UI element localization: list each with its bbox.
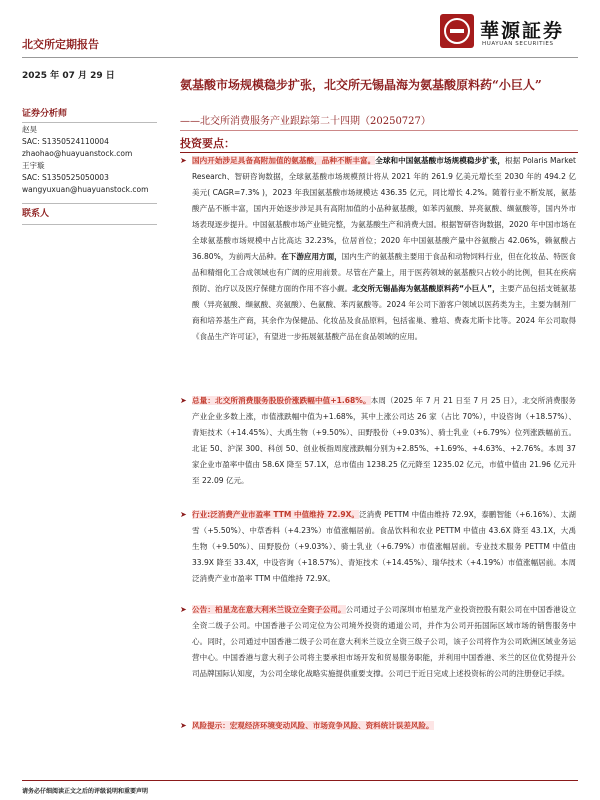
header-divider	[22, 57, 578, 58]
section-lead: 行业:泛消费产业市盈率 TTM 中值维持 72.9X。	[192, 510, 359, 519]
sidebar-divider	[22, 203, 157, 204]
page-title: 氨基酸市场规模稳步扩张，北交所无锡晶海为氨基酸原料药“小巨人”	[180, 78, 542, 92]
analyst-1	[22, 124, 157, 196]
analyst-section	[22, 108, 157, 120]
footer-disclaimer: 请务必仔细阅读正文之后的评级说明和重要声明	[22, 788, 149, 795]
section-lead: 国内开始涉足具备高附加值的氨基酸，品种不断丰富。	[192, 156, 376, 165]
analyst-email[interactable]: wangyuxuan@huayuanstock.com	[22, 185, 149, 194]
section-body: 本周（2025 年 7 月 21 日至 7 月 25 日），北交所消费服务产业企业多数上涨，市值涨跌幅中值为+1.68%，其中上涨公司达 26 家（占比 70%），中设咨询（+18.57%）、青矩技术（+14.45%）、大禹生物（+9.50%）、田野股份（+9.03%）、骑士乳业（+6.79%）位列涨跌幅前五。北证 50、沪深 300、科创 50、创业板指周度涨跌幅分别为+2.85%、+1.69%、+4.63%、+2.76%。本周 37 家企业市盈率中值由 58.6X 降至 57.1X，总市值由 1238.25 亿元降至 1235.02 亿元，市值中值由 21.96 亿元升至 22.09 亿元。	[192, 396, 576, 485]
bullet-arrow-icon: ➤	[180, 605, 187, 614]
logo-name: 華源証券	[480, 20, 565, 42]
page-subtitle: ——北交所消费服务产业跟踪第二十四期（20250727）	[180, 116, 431, 127]
section-lead: 公告：柏星龙在意大利米兰设立全资子公司。	[192, 605, 346, 614]
logo-seal-icon	[440, 14, 474, 48]
section-lead: 总量：北交所消费服务股股价涨跌幅中值+1.68%。	[192, 396, 371, 405]
contact-section	[22, 208, 157, 220]
section-body: 宏观经济环境变动风险、市场竞争风险、资料统计误差风险。	[229, 721, 434, 730]
title-divider	[180, 130, 578, 131]
logo-subtitle: HUAYUAN SECURITIES	[482, 41, 554, 47]
section-lead: 风险提示：	[192, 721, 230, 730]
bullet-arrow-icon: ➤	[180, 156, 187, 165]
section-bold: 北交所无锡晶海为氨基酸原料药“小巨人”，	[352, 284, 500, 293]
analyst-name: 王宇璇	[22, 161, 45, 170]
section-body: 主要产品包括支链氨基酸（异亮氨酸、缬氨酸、亮氨酸）、色氨酸、苯丙氨酸等。2024 年公司下游客户领域以医药类为主，主要为制剂厂商和培养基生产商，其余作为保健品、化妆品及食品原料，包括雀巢、雅培、费森尤斯卡比等。2024 年公司取得《食品生产许可证》，有望进一步拓展氨基酸产品在食品领域的应用。	[192, 284, 576, 341]
section-bold: 在下游应用方面，	[281, 252, 342, 261]
report-date: 2025 年 07 月 29 日	[22, 71, 115, 81]
section-risk	[192, 718, 576, 734]
analyst-sac: SAC: S1350524110004	[22, 137, 109, 146]
bullet-arrow-icon: ➤	[180, 396, 187, 405]
section-total	[192, 393, 576, 489]
section-body: 根据 Polaris Market Research、智研咨询数据，全球氨基酸市场规模预计将从 2021 年的 261.9 亿美元增长至 2030 年的 494.2 亿美元( CAGR=7.3% )，2023 年我国氨基酸市场规模达 436.35 亿元，同比增长 4.2%。随着行业不断发展，氨基酸产品不断丰富，国内开始逐步涉足具有高附加值的小品种氨基酸，如苯丙氨酸、异亮氨酸、缬氨酸等，国内外市场表现逐步提升。中国氨基酸市场产业链完整，为氨基酸生产和消费大国。根据智研咨询数据，2020 年中国市场在全球氨基酸市场规模中占比高达 32.23%，位居首位；2020 年中国氨基酸产量中谷氨酸占 42.06%，赖氨酸占 36.80%，为前两大品种。	[192, 156, 576, 261]
section-industry	[192, 153, 576, 345]
bullet-arrow-icon: ➤	[180, 510, 187, 519]
analyst-sac: SAC: S1350525050003	[22, 173, 109, 182]
invest-heading: 投资要点：	[180, 137, 235, 150]
section-body: 泛消费 PETTM 中值由维持 72.9X，泰鹏智能（+6.16%）、太湖雪（+5.50%）、中草香料（+4.23%）市值涨幅居前。食品饮料和农业 PETTM 中值由 43.6X 降至 43.1X，大禹生物（+9.50%）、田野股份（+9.03%）、骑士乳业（+6.79%）市值涨幅居前。专业技术服务 PETTM 中值由 33.9X 降至 33.4X，中设咨询（+18.57%）、青矩技术（+14.45%）、瑞华技术（+4.19%）市值涨幅居前。本周泛消费产业市盈率 TTM 中值维持 72.9X。	[192, 510, 576, 583]
section-lead2: 全球和中国氨基酸市场规模稳步扩张，	[375, 156, 506, 165]
analyst-heading: 证券分析师	[22, 109, 68, 119]
footer-divider	[22, 780, 578, 781]
analyst-email[interactable]: zhaohao@huayuanstock.com	[22, 149, 133, 158]
analyst-name: 赵昊	[22, 125, 37, 134]
section-announcement	[192, 602, 576, 682]
sidebar-divider	[22, 224, 157, 225]
report-type: 北交所定期报告	[22, 38, 99, 51]
section-sector	[192, 507, 576, 587]
bullet-arrow-icon: ➤	[180, 721, 187, 730]
section-body: 公司通过子公司深圳市柏星龙产业投资控股有限公司在中国香港设立全资二级子公司。中国香港子公司定位为公司境外投资的通道公司，并作为公司开拓国际区域市场的销售服务中心。同时，公司通过中国香港二级子公司在意大利米兰设立全资三级子公司，该子公司将作为公司欧洲区域业务运营中心。中国香港与意大利子公司将主要承担市场开发和贸易服务职能，并利用中国香港、米兰的区位优势提升公司品牌国际认知度，为公司全球化战略实施提供重要支撑。公司已于近日完成上述投资标的公司的注册登记手续。	[192, 605, 576, 678]
sidebar-divider	[22, 122, 157, 123]
contact-heading: 联系人	[22, 209, 50, 219]
section-body: 国内生产的氨基酸主要用于食品和动物饲料行业，但在化妆品、特医食品和精细化工合成领域也有广阔的应用前景。尽管在产量上，用于医药领域的氨基酸只占较小的比例，但其在疾病预防、治疗以及医疗保健方面的作用不容小觑。	[192, 252, 576, 293]
